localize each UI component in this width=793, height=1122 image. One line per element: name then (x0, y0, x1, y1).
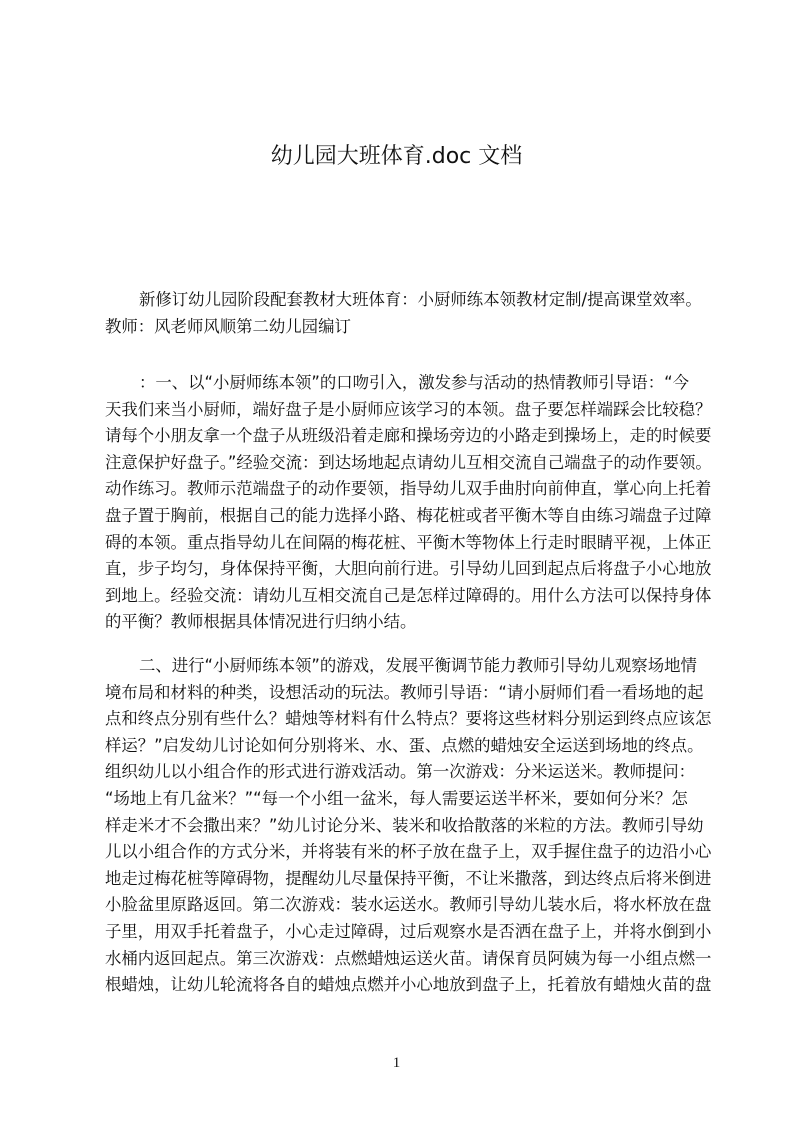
text-line: 碍的本领。重点指导幼儿在间隔的梅花桩、平衡木等物体上行走时眼睛平视，上体正 (105, 532, 712, 552)
text-line: 到地上。经验交流：请幼儿互相交流自己是怎样过障碍的。用什么方法可以保持身体 (105, 585, 712, 605)
document-title: 幼儿园大班体育.doc 文档 (270, 144, 523, 169)
text-line: 小脸盆里原路返回。第二次游戏：装水运送水。教师引导幼儿装水后，将水杯放在盘 (105, 895, 712, 915)
text-line: 注意保护好盘子。”经验交流：到达场地起点请幼儿互相交流自己端盘子的动作要领。 (105, 452, 712, 472)
text-line: 新修订幼儿园阶段配套教材大班体育：小厨师练本领教材定制/提高课堂效率。 (139, 290, 702, 309)
text-line: 水桶内返回起点。第三次游戏：点燃蜡烛运送火苗。请保育员阿姨为每一小组点燃一 (105, 948, 712, 968)
text-line: 子里，用双手托着盘子，小心走过障碍，过后观察水是否洒在盘子上，并将水倒到小 (105, 921, 712, 941)
text-line: 天我们来当小厨师，端好盘子是小厨师应该学习的本领。盘子要怎样端踩会比较稳？ (105, 399, 712, 419)
text-line: 盘子置于胸前，根据自己的能力选择小路、梅花桩或者平衡木等自由练习端盘子过障 (105, 505, 712, 525)
text-line: 二、进行“小厨师练本领”的游戏，发展平衡调节能力教师引导幼儿观察场地情 (139, 656, 697, 675)
paragraph-intro (105, 287, 705, 340)
text-line: ：一、以“小厨师练本领”的口吻引入，激发参与活动的热情教师引导语：“今 (139, 373, 689, 392)
paragraph-section-two (105, 653, 712, 999)
paragraph-section-one (105, 370, 712, 636)
text-line: 样运？”启发幼儿讨论如何分别将米、水、蛋、点燃的蜡烛安全运送到场地的终点。 (105, 735, 704, 755)
text-line: 教师：风老师风顺第二幼儿园编订 (105, 316, 351, 336)
text-line: 儿以小组合作的方式分米，并将装有米的杯子放在盘子上，双手握住盘子的边沿小心 (105, 842, 712, 862)
text-line: 地走过梅花桩等障碍物，提醒幼儿尽量保持平衡，不让米撒落，到达终点后将米倒进 (105, 868, 712, 888)
text-line: 境布局和材料的种类，设想活动的玩法。教师引导语：“请小厨师们看一看场地的起 (105, 682, 704, 702)
text-line: 组织幼儿以小组合作的形式进行游戏活动。第一次游戏：分米运送米。教师提问： (105, 762, 696, 782)
text-line: 样走米才不会撒出来？”幼儿讨论分米、装米和收拾散落的米粒的方法。教师引导幼 (105, 815, 704, 835)
text-line: 请每个小朋友拿一个盘子从班级沿着走廊和操场旁边的小路走到操场上，走的时候要 (105, 426, 712, 446)
text-line: 动作练习。教师示范端盘子的动作要领，指导幼儿双手曲肘向前伸直，掌心向上托着 (105, 479, 712, 499)
text-line: 直，步子均匀，身体保持平衡，大胆向前行进。引导幼儿回到起点后将盘子小心地放 (105, 559, 712, 579)
text-line: 点和终点分别有些什么？蜡烛等材料有什么特点？要将这些材料分别运到终点应该怎 (105, 709, 712, 729)
text-line: “场地上有几盆米？”“每一个小组一盆米，每人需要运送半杯米，要如何分米？怎 (105, 788, 688, 808)
page-number: 1 (392, 1055, 401, 1071)
text-line: 的平衡？教师根据具体情况进行归纳小结。 (105, 612, 417, 632)
text-line: 根蜡烛，让幼儿轮流将各自的蜡烛点燃并小心地放到盘子上，托着放有蜡烛火苗的盘 (105, 975, 712, 995)
